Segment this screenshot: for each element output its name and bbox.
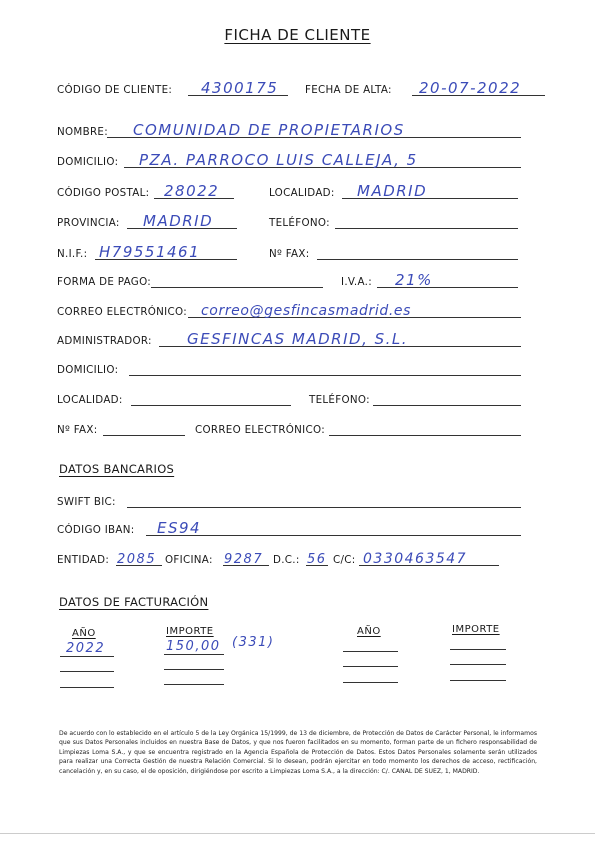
codigo-cliente-value[interactable]: 4300175 [201,79,279,97]
fax-label: Nº FAX: [269,248,310,260]
importe-line-1 [164,654,224,655]
iva-label: I.V.A.: [341,276,373,288]
iban-label: CÓDIGO IBAN: [57,524,135,536]
adm-domicilio-label: DOMICILIO: [57,364,119,376]
adm-fax-line[interactable] [103,435,185,436]
nif-label: N.I.F.: [57,248,88,260]
administrador-label: ADMINISTRADOR: [57,335,152,347]
row-nif-fax [57,242,527,260]
legal-notice: De acuerdo con lo establecido en el artículo 5 de la Ley Orgánica 15/1999, de 13 de diciembre, de Protección de Datos de Carácter Personal, le informamos que sus Datos Personales incluidos en nuestra Base de Datos, y que nos fueron facilitados en su momento, forman parte de un fichero responsabilidad de Limpiezas Loma S.A., y que se encuentra registrado en la Agencia Española de Protección de Datos. Estos Datos Personales solamente serán utilizados para realizar una Correcta Gestión de nuestra Relación Comercial. Si lo desean, podrán ejercitar en todo momento los derechos de acceso, rectificación, cancelación y, en su caso, el de oposición, dirigiéndose por escrito a Limpiezas Loma S.A., a la dirección: C/. CANAL DE SUEZ, 1, MADRID. [59,730,537,775]
row-domicilio [57,150,527,168]
form-title: FICHA DE CLIENTE [224,26,371,44]
importe-header-left: IMPORTE [166,626,214,637]
fecha-alta-value[interactable]: 20-07-2022 [419,79,522,97]
importe-value[interactable]: 150,00 [166,639,221,654]
nombre-label: NOMBRE: [57,126,108,138]
ano-line-2[interactable] [60,671,114,672]
forma-pago-label: FORMA DE PAGO: [57,276,152,288]
adm-correo-line[interactable] [329,435,521,436]
adm-fax-label: Nº FAX: [57,424,98,436]
ano-value[interactable]: 2022 [66,641,106,656]
adm-telefono-label: TELÉFONO: [309,394,370,406]
row-swift [57,490,527,508]
adm-telefono-line[interactable] [373,405,521,406]
fecha-alta-label: FECHA DE ALTA: [305,84,392,96]
codigo-postal-label: CÓDIGO POSTAL: [57,187,150,199]
codigo-postal-value[interactable]: 28022 [164,182,220,200]
row-cp-localidad [57,181,527,199]
ano-right-line-2[interactable] [343,666,398,667]
ano-right-line-1[interactable] [343,651,398,652]
ano-header-left: AÑO [72,628,96,639]
importe-right-line-2[interactable] [450,664,506,665]
row-iban [57,518,527,536]
entidad-value[interactable]: 2085 [117,552,157,567]
correo-label: CORREO ELECTRÓNICO: [57,306,187,318]
row-administrador [57,329,527,347]
administrador-value[interactable]: GESFINCAS MADRID, S.L. [187,330,409,348]
dc-label: D.C.: [273,554,300,566]
row-codigo-fecha [57,78,547,96]
oficina-label: OFICINA: [165,554,213,566]
dc-value[interactable]: 56 [307,552,327,567]
row-provincia-telefono [57,211,527,229]
fax-line[interactable] [317,259,518,260]
row-correo [57,300,527,318]
localidad-label: LOCALIDAD: [269,187,335,199]
codigo-cliente-label: CÓDIGO DE CLIENTE: [57,84,173,96]
iva-value[interactable]: 21% [395,271,433,289]
telefono-label: TELÉFONO: [269,217,330,229]
row-cuenta [57,548,537,566]
importe-line-3[interactable] [164,684,224,685]
cc-value[interactable]: 0330463547 [363,551,468,567]
ano-line-1 [60,656,114,657]
importe-header-right: IMPORTE [452,624,500,635]
cc-label: C/C: [333,554,356,566]
domicilio-label: DOMICILIO: [57,156,119,168]
row-adm-fax-correo [57,418,527,436]
entidad-label: ENTIDAD: [57,554,110,566]
facturacion-heading: DATOS DE FACTURACIÓN [59,595,209,609]
domicilio-value[interactable]: PZA. PARROCO LUIS CALLEJA, 5 [139,151,418,169]
ano-right-line-3[interactable] [343,682,398,683]
importe-right-line-1[interactable] [450,649,506,650]
bancarios-heading: DATOS BANCARIOS [59,462,175,476]
adm-localidad-label: LOCALIDAD: [57,394,123,406]
adm-localidad-line[interactable] [131,405,291,406]
row-pago-iva [57,270,527,288]
correo-value[interactable]: correo@gesfincasmadrid.es [201,303,412,319]
nif-value[interactable]: H79551461 [99,243,201,261]
ano-line-3[interactable] [60,687,114,688]
importe-line-2[interactable] [164,669,224,670]
row-adm-localidad-telefono [57,388,527,406]
row-adm-domicilio [57,358,527,376]
swift-line[interactable] [127,507,521,508]
row-nombre [57,120,527,138]
importe-right-line-3[interactable] [450,680,506,681]
provincia-value[interactable]: MADRID [143,212,214,230]
iban-line [146,535,521,536]
iban-value[interactable]: ES94 [157,519,202,537]
ano-header-right: AÑO [357,626,381,637]
adm-domicilio-line[interactable] [129,375,521,376]
adm-correo-label: CORREO ELECTRÓNICO: [195,424,325,436]
nombre-value[interactable]: COMUNIDAD DE PROPIETARIOS [133,121,405,139]
oficina-value[interactable]: 9287 [224,552,264,567]
telefono-line[interactable] [335,228,518,229]
importe-note: (331) [232,635,275,650]
provincia-label: PROVINCIA: [57,217,120,229]
forma-pago-line[interactable] [151,287,323,288]
page-bottom-divider [0,833,595,834]
localidad-value[interactable]: MADRID [357,182,428,200]
swift-label: SWIFT BIC: [57,496,116,508]
